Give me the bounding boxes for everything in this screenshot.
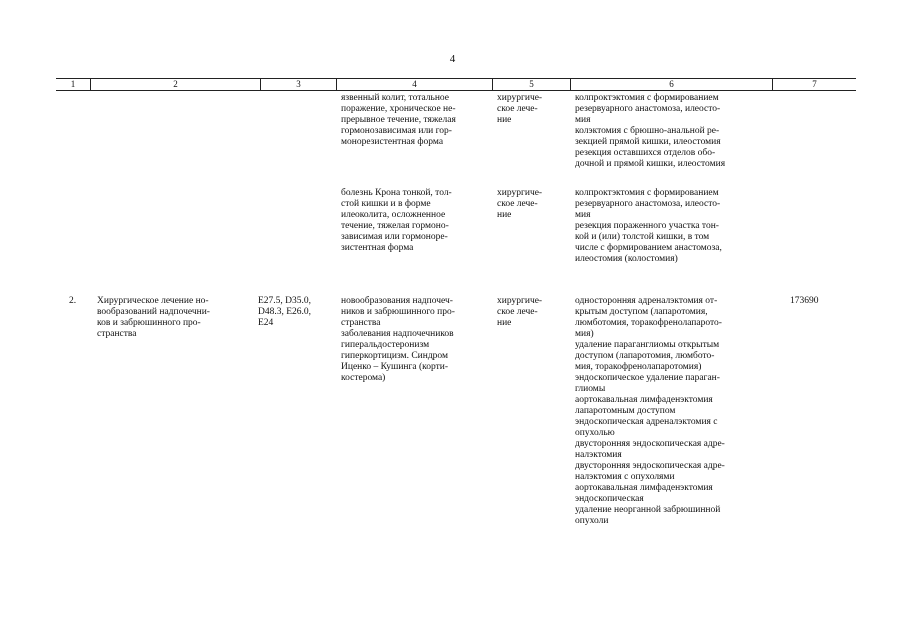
header-col-1: 1: [70, 79, 76, 89]
header-col-3: 3: [260, 79, 336, 90]
method-line: лапаротомным доступом: [575, 406, 676, 416]
method-line: двусторонняя эндоскопическая адре-: [575, 461, 725, 471]
page-number: 4: [449, 53, 456, 65]
method-line: крытым доступом (лапаротомия,: [575, 307, 708, 317]
method-line: удаление неорганной забрюшинной: [575, 505, 721, 515]
method-line: удаление параганглиомы открытым: [575, 340, 720, 350]
treatment-type-block1: хирургиче- ское лече- ние: [497, 93, 543, 125]
care-type-name: Хирургическое лечение но- вообразований надпочечни- ков и забрюшинного про- странства: [97, 296, 210, 339]
method-line: мия): [575, 329, 594, 339]
method-line: резекция пораженного участка тон-: [575, 221, 719, 231]
method-line: мия: [575, 210, 591, 220]
method-line: колпроктэктомия с формированием: [575, 188, 719, 198]
method-line: числе с формированием анастомоза,: [575, 243, 722, 253]
treatment-type-row2: хирургиче- ское лече- ние: [497, 296, 543, 328]
header-col-2: 2: [90, 79, 260, 90]
table-header-row: [56, 78, 856, 91]
methods-row2: [575, 296, 771, 527]
method-line: аортокавальная лимфаденэктомия: [575, 483, 713, 493]
header-col-5: 5: [492, 79, 570, 90]
method-line: налэктомия с опухолями: [575, 472, 675, 482]
method-line: доступом (лапаротомия, люмбото-: [575, 351, 715, 361]
method-line: зекцией прямой кишки, илеостомия: [575, 137, 721, 147]
method-line: двусторонняя эндоскопическая адре-: [575, 439, 725, 449]
method-line: опухолью: [575, 428, 615, 438]
method-line: илеостомия (колостомия): [575, 254, 678, 264]
cost-value: 173690: [790, 296, 819, 306]
method-line: глиомы: [575, 384, 606, 394]
diagnosis-ulcerative-colitis: язвенный колит, тотальное поражение, хроническое не- прерывное течение, тяжелая гормонозависимая или гор- монорезистентная форма: [341, 93, 456, 147]
methods-block1: [575, 93, 771, 170]
diagnosis-crohn-disease: болезнь Крона тонкой, тол- стой кишки и в форме илеоколита, осложненное течение, тяжелая гормоно- зависимая или гормонорe- зистентная форма: [341, 188, 452, 253]
header-col-4: 4: [336, 79, 492, 90]
icd-codes: E27.5, D35.0, D48.3, E26.0, E24: [258, 296, 312, 328]
method-line: эндоскопическое удаление параган-: [575, 373, 720, 383]
method-line: резервуарного анастомоза, илеосто-: [575, 104, 721, 114]
methods-block2: [575, 188, 771, 265]
method-line: резекция оставшихся отделов обо-: [575, 148, 716, 158]
method-line: эндоскопическая адреналэктомия с: [575, 417, 718, 427]
method-line: резервуарного анастомоза, илеосто-: [575, 199, 721, 209]
method-line: опухоли: [575, 516, 609, 526]
method-line: налэктомия: [575, 450, 622, 460]
row-number: 2.: [69, 296, 77, 306]
method-line: односторонняя адреналэктомия от-: [575, 296, 718, 306]
method-line: мия: [575, 115, 591, 125]
method-line: люмботомия, торакофренолапарото-: [575, 318, 722, 328]
header-col-7: 7: [772, 79, 856, 90]
method-line: эндоскопическая: [575, 494, 644, 504]
method-line: мия, торакофренолапаротомия): [575, 362, 702, 372]
diagnosis-adrenal: новообразования надпочеч- ников и забрюшинного про- странства заболевания надпочечников гиперальдостеронизм гиперкортицизм. Синдром Иценко – Кушинга (корти- костерома): [341, 296, 455, 383]
method-line: дочной и прямой кишки, илеостомия: [575, 159, 726, 169]
method-line: колэктомия с брюшно-анальной ре-: [575, 126, 720, 136]
method-line: аортокавальная лимфаденэктомия: [575, 395, 713, 405]
treatment-type-block2: хирургиче- ское лече- ние: [497, 188, 543, 220]
method-line: кой и (или) толстой кишки, в том: [575, 232, 710, 242]
method-line: колпроктэктомия с формированием: [575, 93, 719, 103]
header-col-6: 6: [570, 79, 772, 90]
